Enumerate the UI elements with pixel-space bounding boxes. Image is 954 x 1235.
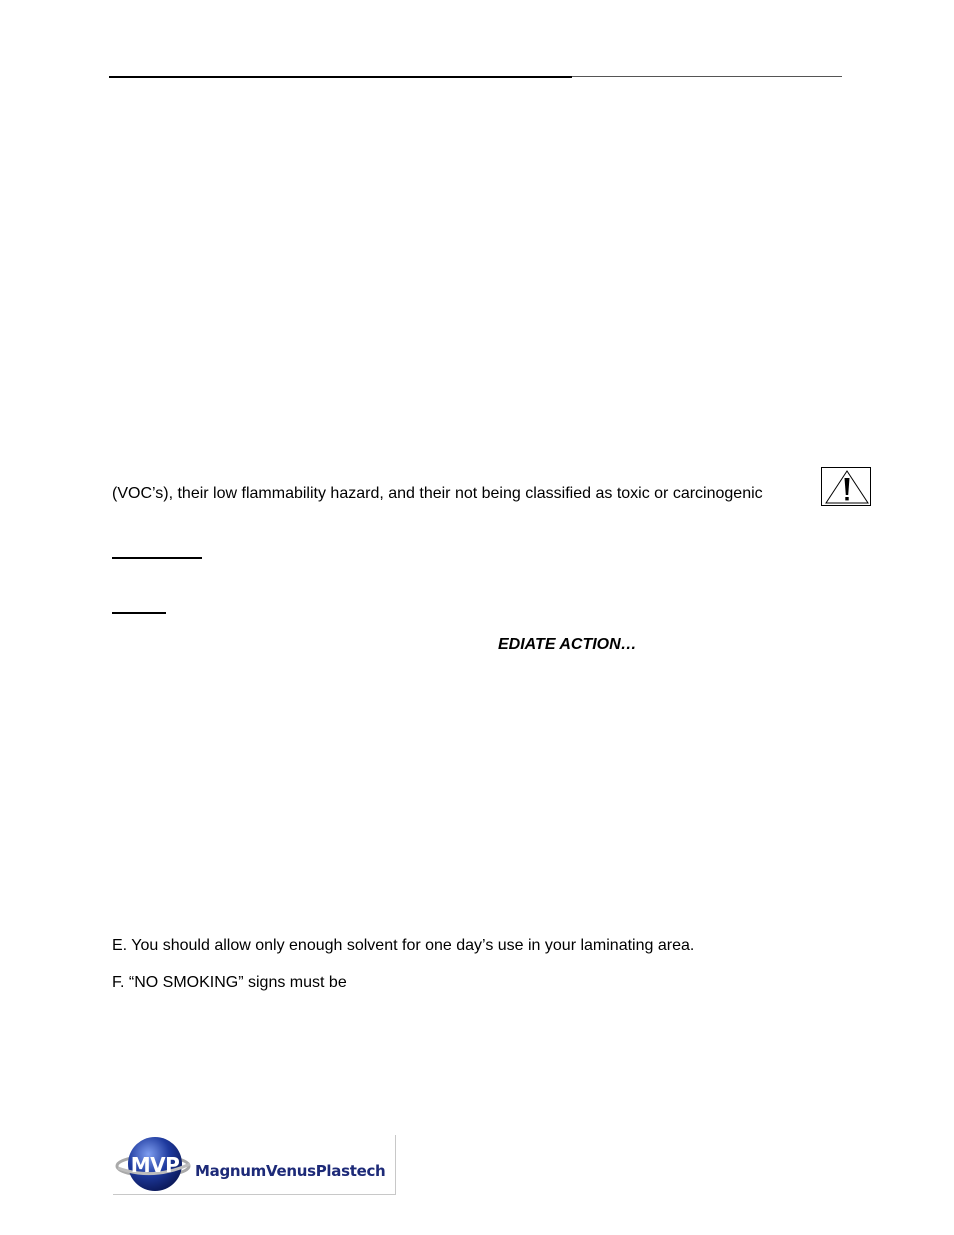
section-heading-underline bbox=[112, 557, 202, 559]
warning-triangle-icon bbox=[821, 467, 871, 506]
logo-wordmark: MagnumVenusPlastech bbox=[195, 1162, 386, 1180]
solvent-instruction-e: E. You should allow only enough solvent for one day’s use in your laminating area. bbox=[112, 937, 695, 954]
immediate-action-fragment: EDIATE ACTION… bbox=[498, 636, 637, 653]
voc-paragraph-line: (VOC’s), their low flammability hazard, and their not being classified as toxic or carcinogenic bbox=[112, 485, 763, 502]
company-logo bbox=[113, 1135, 396, 1195]
subsection-heading-underline bbox=[112, 612, 166, 614]
no-smoking-instruction-f: F. “NO SMOKING” signs must be bbox=[112, 974, 347, 991]
header-rule-right bbox=[572, 76, 842, 77]
logo-badge-text: MVP bbox=[130, 1153, 180, 1177]
header-rule-left bbox=[109, 76, 572, 78]
